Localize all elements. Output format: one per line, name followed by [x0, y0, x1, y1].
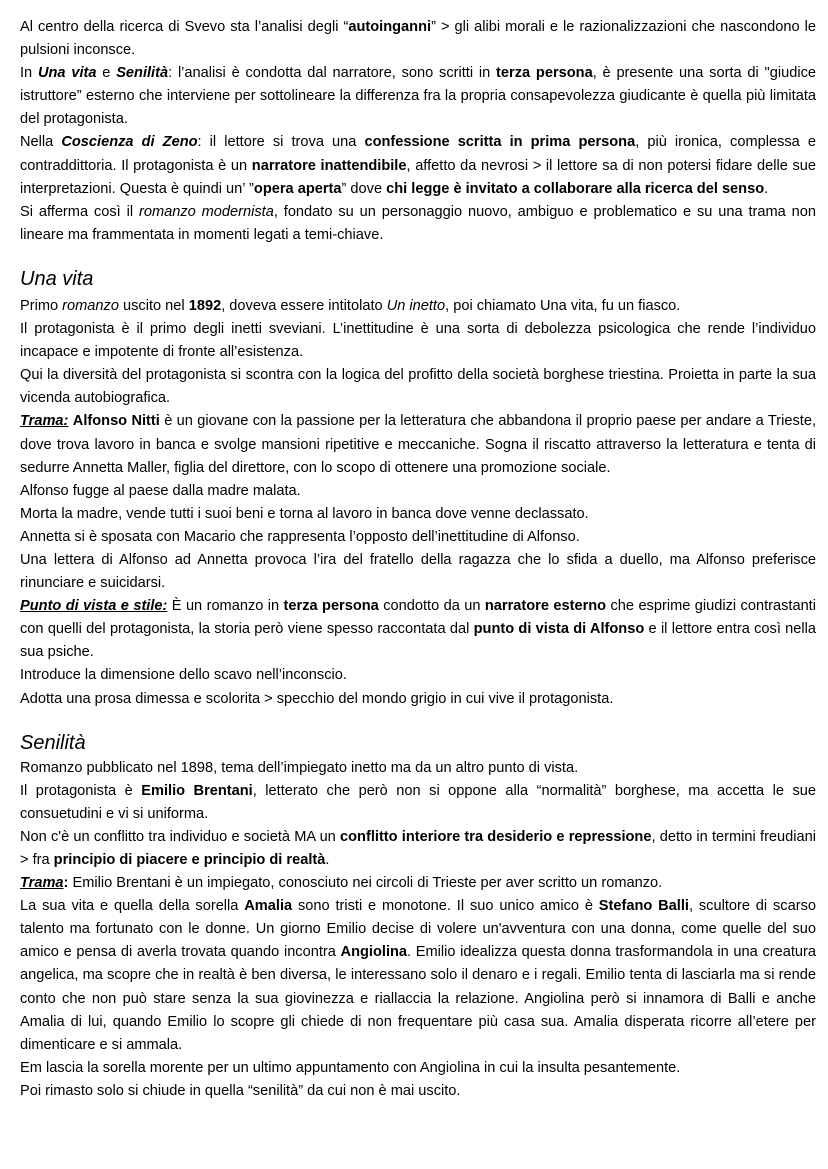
una-vita-paragraph-3: Qui la diversità del protagonista si scontra con la logica del profitto della società borghese triestina. Proietta in parte la sua vicenda autobiografica. [20, 367, 816, 407]
title-senilita: Senilità [116, 65, 169, 82]
una-vita-paragraph-8: Una lettera di Alfonso ad Annetta provoca l’ira del fratello della ragazza che lo sfida a duello, ma Alfonso preferisce rinunciare e suicidarsi. [20, 551, 816, 592]
keyword-amalia: Amalia [244, 898, 293, 915]
keyword-narratore-inattendibile: narratore inattendibile [251, 157, 407, 174]
keyword-opera-aperta: opera aperta [253, 180, 342, 197]
intro-paragraph-zeno: Nella Coscienza di Zeno: il lettore si trova una confessione scritta in prima persona, più ironica, complessa e contraddittoria. Il protagonista è un narratore inattendibile, affetto da nevrosi > il lettore sa di non potersi fidare delle sue interpretazioni. Questa è quindi un’ ”opera aperta” dove chi legge è invitato a collaborare alla ricerca del senso. [20, 134, 817, 197]
keyword-conflitto-interiore: conflitto interiore tra desiderio e repressione [340, 828, 652, 845]
senilita-paragraph-2: Il protagonista è Emilio Brentani, letterato che però non si oppone alla “normalità” borghese, ma accetta le sue consuetudini e vi si uniforma. [20, 782, 816, 822]
keyword-terza-persona-2: terza persona [283, 598, 379, 615]
keyword-angiolina: Angiolina [340, 944, 408, 961]
senilita-paragraph-7: Poi rimasto solo si chiude in quella “senilità” da cui non è mai uscito. [20, 1082, 461, 1099]
senilita-paragraph-5: La sua vita e quella della sorella Amalia sono tristi e monotone. Il suo unico amico è Stefano Balli, scultore di scarso talento ma fortunato con le donne. Un giorno Emilio decise di volere un'avventura con una donna, come quelle del suo amico e pensa di averla trovata quando incontra Angiolina. Emilio idealizza questa donna trasformandola in una creatura angelica, ma scopre che in realtà è ben diversa, le interessano solo il denaro e i regali. Emilio tenta di lasciarla ma si rende conto che non può stare senza la sua giovinezza e riallaccia la relazione. Angiolina però si innamora di Balli e anche Amalia di lui, quando Emilio lo scopre gli chiede di non frequentare più casa sua. Amalia disperata ricorre all’etere per dimenticare e si ammala. [20, 898, 816, 1053]
keyword-principio-piacere: principio di piacere e principio di realtà [53, 852, 326, 868]
keyword-1892: 1892 [188, 297, 222, 314]
una-vita-punto-di-vista: Punto di vista e stile: È un romanzo in terza persona condotto da un narratore esterno che esprime giudizi contrastanti con quelli del protagonista, la storia però viene spesso raccontata dal punto di vista di Alfonso e il lettore entra così nella sua psiche. [20, 598, 816, 661]
heading-senilita: Senilità [20, 731, 86, 754]
keyword-romanzo-modernista: romanzo modernista [138, 203, 274, 220]
intro-paragraph-modernista: Si afferma così il romanzo modernista, fondato su un personaggio nuovo, ambiguo e problematico e su una trama non lineare ma frammentata in momenti legati a temi-chiave. [20, 203, 816, 243]
document-page [20, 16, 816, 1103]
senilita-paragraph-1: Romanzo pubblicato nel 1898, tema dell’impiegato inetto ma da un altro punto di vista. [20, 759, 579, 776]
una-vita-paragraph-5: Alfonso fugge al paese dalla madre malata. [20, 482, 301, 499]
label-punto-di-vista: Punto di vista e stile: [20, 598, 168, 615]
heading-una-vita: Una vita [20, 267, 94, 290]
keyword-chi-legge: chi legge è invitato a collaborare alla ricerca del senso [386, 180, 765, 197]
keyword-punto-di-vista-alfonso: punto di vista di Alfonso [473, 621, 645, 638]
keyword-alfonso-nitti: Alfonso Nitti [72, 413, 160, 430]
una-vita-trama: Trama: Alfonso Nitti è un giovane con la passione per la letteratura che abbandona il proprio paese per andare a Trieste, dove trova lavoro in banca e svolge mansioni ripetitive e meccaniche. Sogna il riscatto attraverso la letteratura e tenta di sedurre Annetta Maller, figlia del direttore, con lo scopo di ottenere una promozione sociale. [20, 413, 816, 476]
una-vita-paragraph-1: Primo romanzo uscito nel 1892, doveva essere intitolato Un inetto, poi chiamato Una vita, fu un fiasco. [20, 297, 681, 314]
una-vita-paragraph-11: Adotta una prosa dimessa e scolorita > specchio del mondo grigio in cui vive il protagonista. [20, 690, 614, 707]
una-vita-paragraph-7: Annetta si è sposata con Macario che rappresenta l’opposto dell’inettitudine di Alfonso. [20, 528, 580, 545]
intro-paragraph-narratore: In Una vita e Senilità: l’analisi è condotta dal narratore, sono scritti in terza persona, è presente una sorta di "giudice istruttore” esterno che interviene per sottolineare la differenza fra la propria consapevolezza giudicante è quella più limitata del protagonista. [20, 65, 816, 128]
senilita-trama: Trama: Emilio Brentani è un impiegato, conosciuto nei circoli di Trieste per aver scritto un romanzo. [20, 875, 663, 892]
una-vita-paragraph-6: Morta la madre, vende tutti i suoi beni e torna al lavoro in banca dove venne declassato. [20, 505, 589, 522]
senilita-paragraph-6: Em lascia la sorella morente per un ultimo appuntamento con Angiolina in cui la insulta pesantemente. [20, 1059, 681, 1076]
title-coscienza-di-zeno: Coscienza di Zeno [61, 134, 198, 151]
intro-paragraph-autoinganni: Al centro della ricerca di Svevo sta l’analisi degli “autoinganni” > gli alibi morali e le razionalizzazioni che nascondono le pulsioni inconsce. [20, 19, 816, 59]
label-trama: Trama: [20, 413, 69, 430]
keyword-narratore-esterno: narratore esterno [484, 598, 607, 615]
keyword-terza-persona: terza persona [496, 65, 593, 82]
una-vita-paragraph-2: Il protagonista è il primo degli inetti sveviani. L’inettitudine è una sorta di debolezza psicologica che rende l’individuo incapace e impotente di fronte all’esistenza. [20, 321, 816, 361]
keyword-stefano-balli: Stefano Balli [598, 898, 689, 915]
keyword-emilio-brentani: Emilio Brentani [141, 782, 253, 799]
senilita-paragraph-3: Non c'è un conflitto tra individuo e società MA un conflitto interiore tra desiderio e repressione, detto in termini freudiani > fra principio di piacere e principio di realtà. [20, 828, 816, 868]
keyword-autoinganni: autoinganni [348, 19, 432, 35]
title-un-inetto: Un inetto [386, 297, 446, 314]
una-vita-paragraph-10: Introduce la dimensione dello scavo nell’inconscio. [20, 667, 347, 684]
label-trama-senilita: Trama [20, 875, 64, 892]
keyword-confessione: confessione scritta in prima persona [364, 134, 636, 151]
title-una-vita: Una vita [37, 65, 97, 82]
